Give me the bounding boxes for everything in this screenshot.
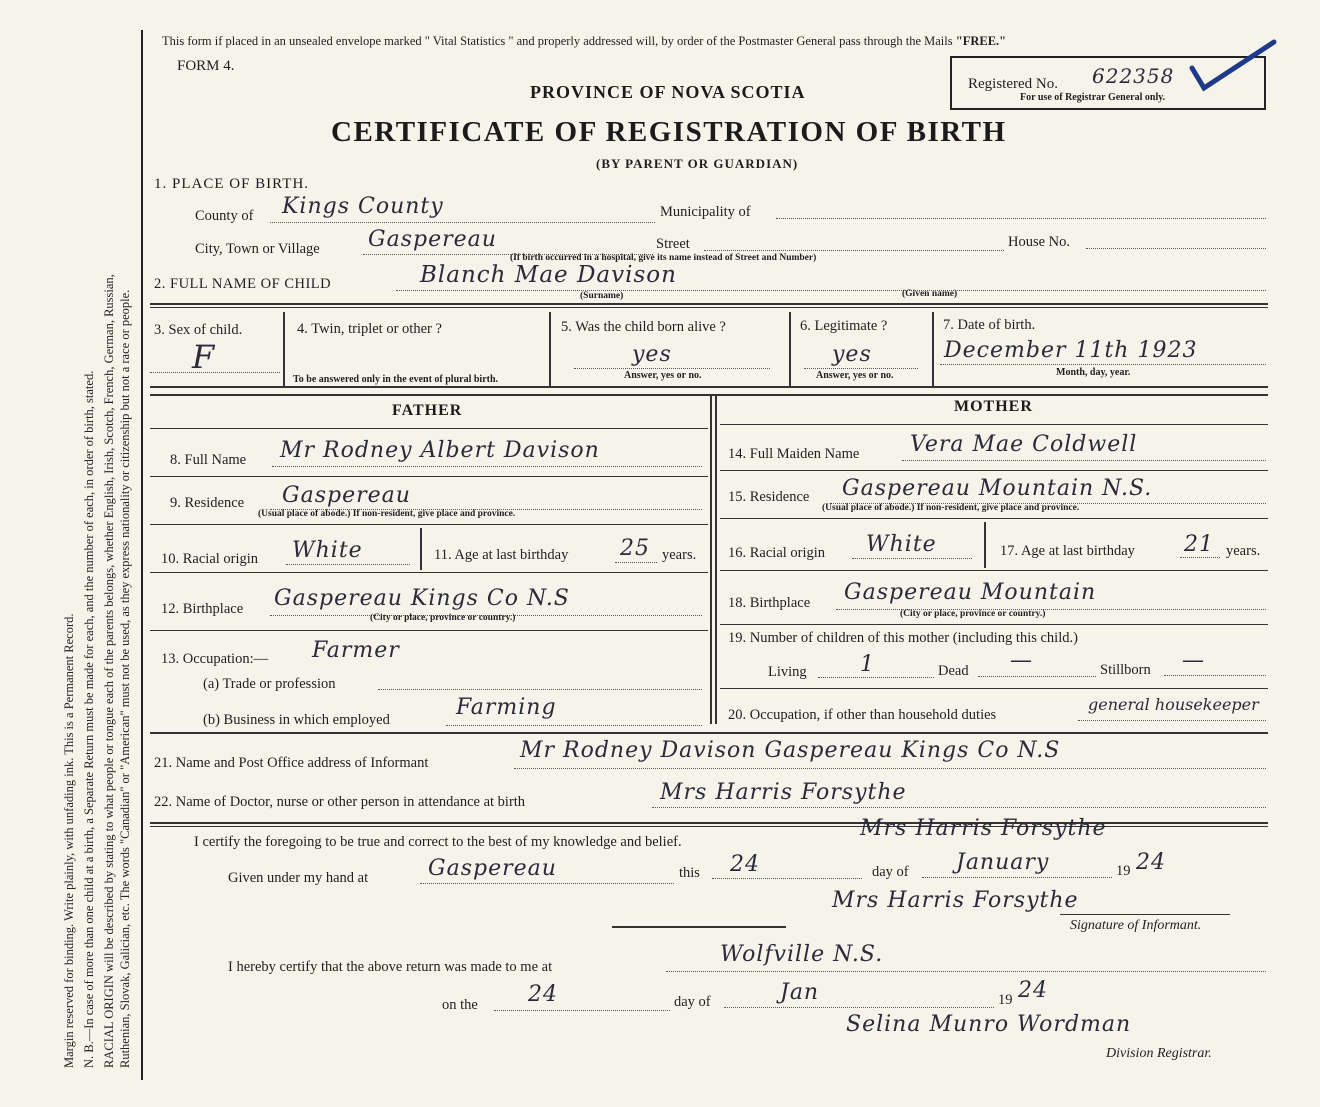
given-dayof-label: day of — [872, 864, 909, 880]
given-day-line — [712, 878, 862, 879]
father-years: years. — [662, 547, 697, 563]
sex-value: F — [192, 338, 216, 376]
mother-years: years. — [1226, 543, 1261, 559]
living-label: Living — [768, 664, 807, 680]
mother-heading: MOTHER — [954, 398, 1033, 415]
certify-signature: Mrs Harris Forsythe — [860, 816, 1107, 841]
informant-signature: Mrs Harris Forsythe — [832, 888, 1079, 913]
cell-divider — [283, 312, 285, 386]
stillborn-value: — — [1182, 648, 1205, 673]
father-rule — [150, 428, 708, 429]
given-day-value: 24 — [730, 852, 760, 877]
municipality-line — [776, 218, 1266, 219]
registrar-onthe-label: on the — [442, 997, 478, 1013]
county-value: Kings County — [282, 194, 444, 219]
street-line — [704, 250, 1004, 251]
father-age-line — [615, 562, 657, 563]
divider-rule — [150, 307, 1268, 308]
father-business-label: (b) Business in which employed — [203, 712, 390, 728]
sidebar-line-4: Ruthenian, Slovak, Galician, etc. The words "Canadian" or "American" must not be used, as they express nationality or citizenship but not a race or people. — [118, 289, 132, 1068]
registered-label: Registered No. — [968, 76, 1058, 92]
mother-name-value: Vera Mae Coldwell — [910, 432, 1138, 457]
registered-number: 622358 — [1092, 64, 1175, 88]
form-number: FORM 4. — [177, 58, 235, 74]
divider-rule — [150, 394, 1268, 396]
dob-value: December 11th 1923 — [944, 338, 1198, 363]
mother-birthplace-value: Gaspereau Mountain — [844, 580, 1097, 605]
alive-value: yes — [632, 342, 672, 367]
parents-divider — [710, 394, 712, 724]
stillborn-label: Stillborn — [1100, 662, 1151, 678]
row-rule — [150, 476, 708, 477]
page-title: CERTIFICATE OF REGISTRATION OF BIRTH — [331, 116, 1007, 148]
registrar-note: For use of Registrar General only. — [1020, 92, 1166, 103]
house-label: House No. — [1008, 234, 1071, 250]
given-year-prefix: 19 — [1116, 863, 1131, 879]
legitimate-value: yes — [832, 342, 872, 367]
sex-label: 3. Sex of child. — [154, 322, 243, 338]
mother-rule — [720, 424, 1268, 425]
mother-age-value: 21 — [1184, 532, 1214, 557]
father-business-value: Farming — [456, 695, 557, 720]
sidebar-line-1: Margin reserved for binding. Write plainly, with unfading ink. This is a Permanent Record. — [62, 613, 76, 1068]
alive-line — [574, 368, 770, 369]
province-heading: PROVINCE OF NOVA SCOTIA — [530, 82, 806, 102]
registrar-year-prefix: 19 — [998, 992, 1013, 1008]
mother-residence-note: (Usual place of abode.) If non-resident, give place and province. — [822, 503, 1080, 513]
section-rule — [612, 926, 786, 928]
living-line — [818, 677, 934, 678]
registrar-month-line — [724, 1007, 994, 1008]
mother-residence-label: 15. Residence — [728, 489, 810, 505]
divider-rule — [150, 303, 1268, 305]
given-name-note: (Given name) — [902, 289, 958, 299]
father-trade-line — [378, 689, 702, 690]
father-occupation-value: Farmer — [312, 638, 400, 663]
county-line — [270, 222, 655, 223]
father-residence-note: (Usual place of abode.) If non-resident, give place and province. — [258, 509, 516, 519]
municipality-label: Municipality of — [660, 204, 751, 220]
cell-divider — [789, 312, 791, 386]
registrar-signature: Selina Munro Wordman — [846, 1012, 1132, 1037]
registrar-year-value: 24 — [1018, 978, 1048, 1003]
father-birthplace-note: (City or place, province or country.) — [370, 613, 516, 623]
father-name-value: Mr Rodney Albert Davison — [280, 438, 600, 463]
informant-signature-label: Signature of Informant. — [1070, 918, 1202, 933]
registrar-day-line — [494, 1010, 670, 1011]
father-age-label: 11. Age at last birthday — [434, 547, 569, 563]
registrar-signature-label: Division Registrar. — [1106, 1046, 1212, 1061]
alive-answer-note: Answer, yes or no. — [624, 370, 702, 381]
given-place-value: Gaspereau — [428, 856, 557, 881]
father-heading: FATHER — [392, 402, 463, 419]
father-residence-value: Gaspereau — [282, 483, 411, 508]
sidebar-line-3: RACIAL ORIGIN will be described by stating to what people or tongue each of the parents belongs, whether English, Irish, Scotch, French, German, Russian, — [102, 274, 116, 1068]
doctor-line — [652, 807, 1266, 808]
certify-text: I certify the foregoing to be true and correct to the best of my knowledge and belief. — [194, 834, 682, 850]
given-label: Given under my hand at — [228, 870, 369, 886]
living-value: 1 — [860, 652, 875, 677]
father-race-label: 10. Racial origin — [161, 551, 259, 567]
hospital-note: (If birth occurred in a hospital, give its name instead of Street and Number) — [510, 253, 817, 263]
mother-race-line — [852, 558, 972, 559]
parents-divider — [715, 394, 717, 724]
registrar-text: I hereby certify that the above return was made to me at — [228, 959, 553, 975]
row-rule — [720, 624, 1268, 625]
dead-label: Dead — [938, 663, 969, 679]
house-line — [1086, 248, 1266, 249]
dead-line — [978, 676, 1096, 677]
informant-label: 21. Name and Post Office address of Informant — [154, 755, 429, 771]
binding-margin-line — [141, 30, 143, 1080]
surname-note: (Surname) — [580, 291, 624, 301]
city-label: City, Town or Village — [195, 241, 320, 257]
mother-residence-value: Gaspereau Mountain N.S. — [842, 476, 1153, 501]
child-name-label: 2. FULL NAME OF CHILD — [154, 276, 332, 292]
legitimate-label: 6. Legitimate ? — [800, 318, 888, 334]
father-name-label: 8. Full Name — [170, 452, 247, 468]
given-month-value: January — [956, 850, 1050, 875]
registrar-place-line — [666, 971, 1266, 972]
mother-children-label: 19. Number of children of this mother (including this child.) — [728, 630, 1078, 646]
doctor-label: 22. Name of Doctor, nurse or other person in attendance at birth — [154, 794, 526, 810]
row-rule — [720, 470, 1268, 471]
row-rule — [720, 570, 1268, 571]
city-value: Gaspereau — [368, 227, 497, 252]
informant-line — [514, 768, 1266, 769]
registrar-month-value: Jan — [780, 980, 820, 1005]
checkmark-icon — [1186, 38, 1282, 100]
alive-label: 5. Was the child born alive ? — [561, 319, 726, 335]
legitimate-line — [804, 368, 918, 369]
mother-birthplace-label: 18. Birthplace — [728, 595, 811, 611]
father-race-line — [286, 564, 410, 565]
signature-rule — [1060, 914, 1230, 915]
father-race-value: White — [292, 538, 363, 563]
father-age-value: 25 — [620, 536, 650, 561]
dead-value: — — [1010, 648, 1033, 673]
doctor-value: Mrs Harris Forsythe — [660, 780, 907, 805]
sidebar-line-2: N. B.—In case of more than one child at a birth, a Separate Return must be made for each, and the number of each, in order of birth, stated. — [82, 370, 96, 1068]
dob-line — [940, 364, 1266, 365]
given-place-line — [420, 883, 674, 884]
cell-divider — [420, 528, 422, 570]
mother-name-line — [902, 460, 1266, 461]
father-birthplace-value: Gaspereau Kings Co N.S — [274, 586, 570, 611]
informant-value: Mr Rodney Davison Gaspereau Kings Co N.S — [520, 738, 1061, 763]
page-subtitle: (BY PARENT OR GUARDIAN) — [596, 156, 799, 171]
mother-occupation-value: general housekeeper — [1088, 695, 1259, 714]
postal-notice: This form if placed in an unsealed envelope marked " Vital Statistics " and properly addressed will, by order of the Postmaster General pass through the Mails "FREE." — [162, 34, 1007, 48]
divider-rule — [150, 386, 1268, 388]
twin-note: To be answered only in the event of plural birth. — [293, 374, 499, 385]
father-occupation-label: 13. Occupation:— — [161, 651, 269, 667]
cell-divider — [932, 312, 934, 386]
row-rule — [720, 688, 1268, 689]
street-label: Street — [656, 236, 690, 252]
given-month-line — [922, 877, 1112, 878]
legitimate-answer-note: Answer, yes or no. — [816, 370, 894, 381]
father-business-line — [446, 725, 702, 726]
given-year-value: 24 — [1136, 850, 1166, 875]
mother-name-label: 14. Full Maiden Name — [728, 446, 860, 462]
twin-label: 4. Twin, triplet or other ? — [297, 321, 442, 337]
dob-label: 7. Date of birth. — [943, 317, 1036, 333]
father-trade-label: (a) Trade or profession — [203, 676, 336, 692]
child-name-value: Blanch Mae Davison — [420, 262, 677, 288]
mother-age-line — [1180, 557, 1220, 558]
row-rule — [150, 630, 708, 631]
father-name-line — [272, 466, 702, 467]
mother-age-label: 17. Age at last birthday — [1000, 543, 1135, 559]
stillborn-line — [1164, 675, 1266, 676]
mother-occupation-line — [1078, 720, 1266, 721]
mother-race-label: 16. Racial origin — [728, 545, 826, 561]
cell-divider — [549, 312, 551, 386]
father-birthplace-label: 12. Birthplace — [161, 601, 244, 617]
mother-occupation-label: 20. Occupation, if other than household duties — [728, 707, 997, 723]
county-label: County of — [195, 208, 254, 224]
mother-birthplace-note: (City or place, province or country.) — [900, 609, 1046, 619]
divider-rule — [150, 732, 1268, 734]
registrar-day-value: 24 — [528, 982, 558, 1007]
row-rule — [720, 518, 1268, 519]
row-rule — [150, 524, 708, 525]
sex-line — [150, 372, 280, 373]
row-rule — [150, 572, 708, 573]
place-heading: 1. PLACE OF BIRTH. — [154, 176, 310, 192]
dob-note: Month, day, year. — [1056, 367, 1131, 378]
registrar-dayof-label: day of — [674, 994, 711, 1010]
father-residence-label: 9. Residence — [170, 495, 245, 511]
child-name-line — [396, 290, 1266, 291]
mother-race-value: White — [866, 532, 937, 557]
cell-divider — [984, 522, 986, 568]
registrar-place-value: Wolfville N.S. — [720, 942, 884, 967]
given-this-label: this — [679, 865, 700, 881]
